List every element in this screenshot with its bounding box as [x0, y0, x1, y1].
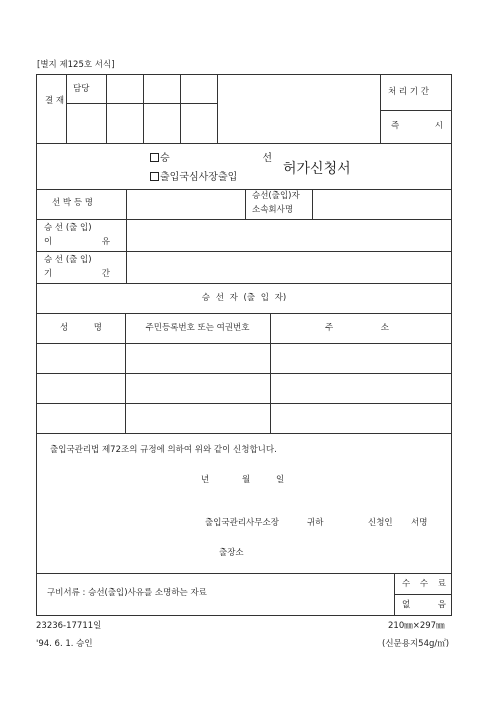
approval-label: 결 재 [45, 96, 65, 106]
option-inspection-label: 출입국심사장출입 [160, 172, 238, 183]
declaration-text: 출입국관리법 제72조의 규정에 의하여 위와 같이 신청합니다. [50, 445, 277, 455]
column-name: 성 명 [60, 323, 102, 333]
addressee: 출입국관리사무소장 [205, 518, 279, 528]
footer-code: 23236-17711일 [36, 621, 102, 631]
signature-label: 서명 [411, 518, 428, 528]
checkbox-boarding[interactable] [150, 153, 159, 162]
fee-label: 수 수 료 [402, 579, 446, 589]
period-label-line1: 승 선 (출 입) [44, 255, 92, 265]
period-field[interactable] [127, 252, 451, 282]
column-id-number: 주민등록번호 또는 여권번호 [145, 323, 250, 333]
period-label-line2: 기 간 [44, 269, 110, 279]
boarders-header: 승 선 자 (출 입 자) [201, 293, 287, 303]
footer-approval-date: '94. 6. 1. 승인 [36, 639, 93, 649]
date-year-label: 년 [201, 475, 210, 485]
option-boarding[interactable] [150, 149, 272, 164]
applicant-label: 신청인 [368, 518, 393, 528]
date-month-label: 월 [242, 475, 251, 485]
processing-value: 즉 시 [391, 121, 443, 131]
required-documents: 구비서류 : 승선(출입)사유를 소명하는 자료 [47, 588, 207, 598]
branch-label: 출장소 [219, 548, 244, 558]
honorific: 귀하 [307, 518, 324, 528]
company-name-field[interactable] [313, 190, 451, 218]
checkbox-inspection-area[interactable] [150, 172, 159, 181]
form-title: 허가신청서 [283, 161, 351, 177]
footer-paper-size: 210㎜×297㎜ [388, 621, 445, 631]
company-label-line2: 소속회사명 [252, 205, 294, 215]
form-code: [별지 제125호 서식] [37, 60, 115, 70]
company-label-line1: 승선(출입)자 [252, 191, 300, 201]
vessel-name-field[interactable] [126, 190, 244, 218]
column-address: 주 소 [325, 323, 389, 333]
reason-label-line2: 이 유 [44, 237, 110, 247]
reason-label-line1: 승 선 (출 입) [44, 223, 92, 233]
footer-paper-type: (신문용지54g/㎡) [382, 639, 450, 649]
vessel-name-label: 선 박 등 명 [52, 198, 93, 208]
reason-field[interactable] [127, 220, 451, 250]
option-inspection-area[interactable] [150, 168, 237, 183]
approval-staff-label: 담당 [73, 84, 90, 94]
date-day-label: 일 [276, 475, 285, 485]
processing-label: 처 리 기 간 [388, 87, 429, 97]
fee-value: 없 음 [402, 600, 446, 610]
option-boarding-label: 승 선 [160, 153, 272, 164]
